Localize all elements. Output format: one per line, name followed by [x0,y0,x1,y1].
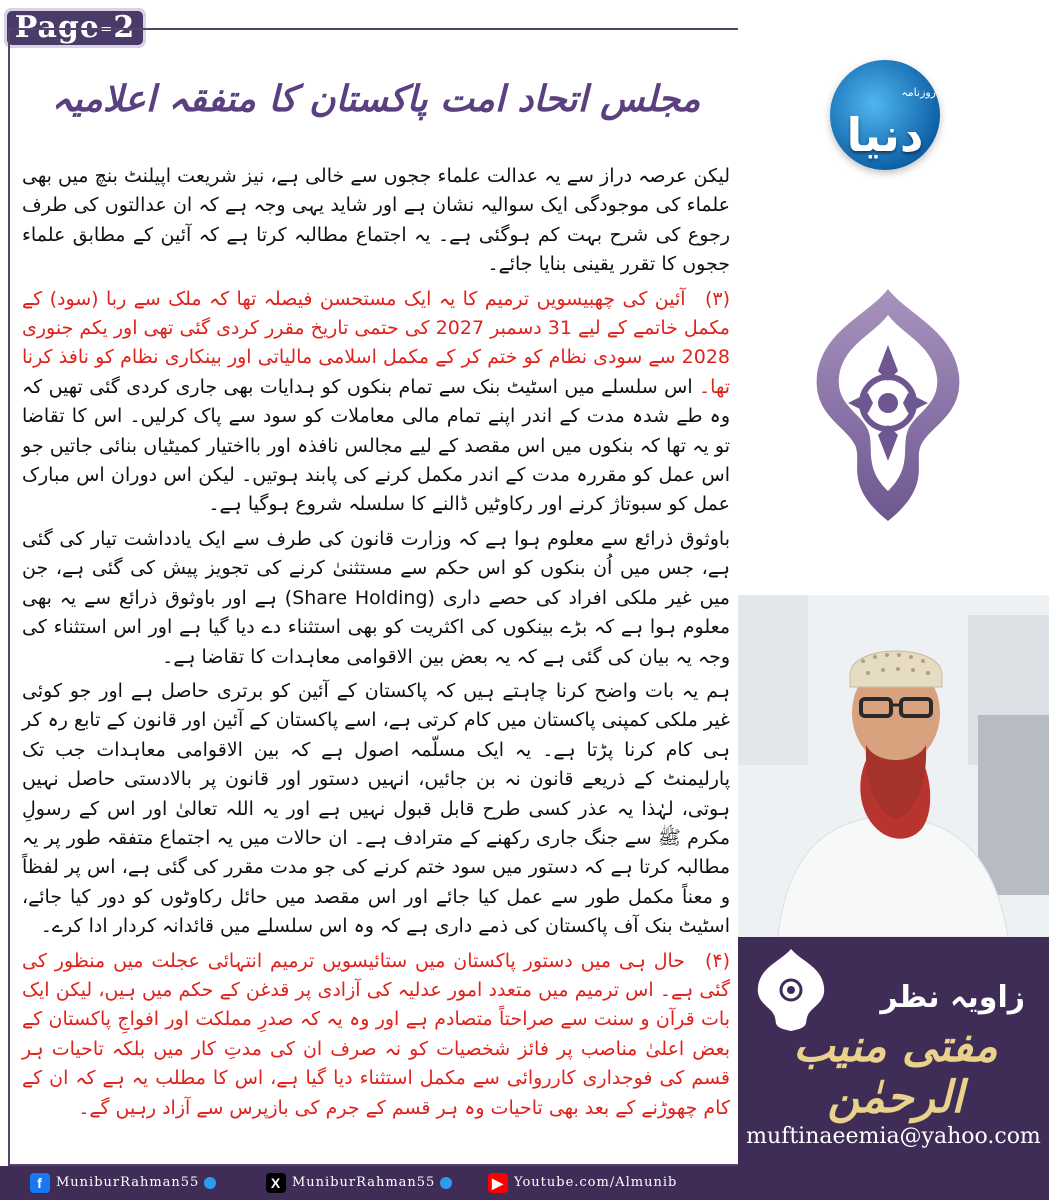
paragraph-3 [22,525,730,672]
paragraph-text: اس سلسلے میں اسٹیٹ بنک سے تمام بنکوں کو ہدایات بھی جاری کردی گئی تھیں کہ وہ طے شدہ مدت کے اندر اپنے تمام مالی معاملات کو سود سے پاک کرلیں۔ اس کا تقاضا تو یہ تھا کہ بنکوں میں اس مقصد کے لیے مجالس نافذہ اور بااختیار کمیٹیاں بنائی جاتیں جو اس عمل کو مقررہ مدت کے اندر مکمل کرنے کی پابند ہوتیں۔ لیکن اس دوران اس مبارک عمل کو سبوتاژ کرنے اور رکاوٹیں ڈالنے کا سلسلہ شروع ہوگیا ہے۔ [22,375,730,516]
paragraph-2 [22,285,730,520]
author-caption [738,937,1049,1166]
newspaper-logo [830,50,940,205]
youtube-url: Youtube.com/Almunib [514,1175,678,1190]
article [22,50,730,1160]
headline: مجلس اتحاد امت پاکستان کا متفقہ اعلامیہ [51,79,701,120]
paragraph-1 [22,162,730,280]
author-portrait [738,595,1049,937]
paragraph-text-highlight: آئین کی چھبیسویں ترمیم کا یہ ایک مستحسن فیصلہ تھا کہ ملک سے ربا (سود) کے مکمل خاتمے کے لیے 31 دسمبر 2027 کی حتمی تاریخ مقرر کردی گئی تھی اور یکم جنوری 2028 سے سودی نظام کو ختم کر کے مکمل اسلامی مالیاتی اور بینکاری نظام کو نافذ کرنا تھا۔ [22,287,731,398]
point-number: (۳) [704,287,730,310]
youtube-link[interactable] [488,1173,677,1193]
x-link[interactable] [266,1173,452,1193]
logo-text: دنیا [846,108,924,162]
facebook-handle: MuniburRahman55 [56,1175,200,1190]
facebook-link[interactable] [30,1173,216,1193]
paragraph-text: ہم یہ بات واضح کرنا چاہتے ہیں کہ پاکستان کے آئین کو برتری حاصل ہے اور جو کوئی غیر ملکی کمپنی پاکستان میں کام کرتی ہے، اسے پاکستان کے آئین اور قانون کے تابع رہ کر ہی کام کرنا پڑتا ہے۔ یہ ایک مسلّمہ اصول ہے کہ بین الاقوامی معاہدات جب تک پارلیمنٹ کے ذریعے قانون نہ بن جائیں، انہیں دستور اور قانون پر بالادستی حاصل نہیں ہوتی، لہٰذا یہ عذر کسی طرح قابل قبول نہیں ہے اور یہ اللہ تعالیٰ اور اس کے رسولِ مکرم ﷺ سے جنگ جاری رکھنے کے مترادف ہے۔ ان حالات میں یہ اجتماع متفقہ طور پر یہ مطالبہ کرتا ہے کہ دستور میں سود ختم کرنے کی جو مدت مقرر کی گئی ہے، اس پر لفظاً و معناً مکمل طور سے عمل کیا جائے اور اس مقصد میں حائل رکاوٹوں کو دور کیا جائے، اسٹیٹ بنک آف پاکستان کی ذمے داری ہے کہ وہ اس سلسلے میں قائدانہ کردار ادا کرے۔ [22,679,730,938]
column-title: زاویہ نظر [880,980,1025,1015]
author-photo [738,595,1049,937]
paragraph-text: باوثوق ذرائع سے معلوم ہوا ہے کہ وزارت قانون کی طرف سے ایک یادداشت تیار کی گئی ہے، جس میں اُن بنکوں کو اس حکم سے مستثنیٰ کرنے کی تجویز پیش کی گئی ہے، جن میں غیر ملکی افراد کی حصے داری (Share Holding) ہے اور باوثوق ذرائع سے یہ بھی معلوم ہوا ہے کہ بڑے بینکوں کی اکثریت کو بھی استثناء دے دیا گیا ہے اور اس استثناء کی وجہ یہ بیان کی گئی ہے کہ یہ بعض بین الاقوامی معاہدات کا تقاضا ہے۔ [22,527,730,668]
x-icon: X [266,1173,286,1193]
verified-badge-icon [440,1177,452,1189]
author-name: مفتی منیب الرحمٰن [793,1021,998,1123]
youtube-icon: ▶ [488,1173,508,1193]
page-badge: Page-2 [4,8,146,48]
point-number: (۴) [704,949,730,972]
paragraph-text: لیکن عرصہ دراز سے یہ عدالت علماء ججوں سے خالی ہے، نیز شریعت اپیلنٹ بنچ میں بھی علماء کی موجودگی ایک سوالیہ نشان ہے اور شاید یہی وجہ ہے کہ ان عدالتوں کی طرف رجوع کی شرح بہت کم ہوگئی ہے۔ یہ اجتماع مطالبہ کرتا ہے کہ آئین کے مطابق علماء ججوں کا تقرر یقینی بنایا جائے۔ [22,165,730,276]
paragraph-text-highlight: حال ہی میں دستور پاکستان میں ستائیسویں ترمیم انتہائی عجلت میں منظور کی گئی ہے۔ اس ترمیم میں متعدد امور عدلیہ کی آزادی پر قدغن کے حکم میں ہیں، لیکن ایک بات قرآن و سنت سے صراحتاً متصادم ہے اور وہ یہ کہ صدرِ مملکت اور افواجِ پاکستان کے بعض اعلیٰ مناصب پر فائز شخصیات کو نہ صرف ان کی مدتِ کار میں بلکہ تاحیات ہر قسم کی فوجداری کارروائی سے مکمل استثناء دیا گیا ہے، اس کا مطلب یہ ہے کہ ان کے کام چھوڑنے کے بعد بھی تاحیات وہ ہر قسم کے جرم کی بازپرس سے آزاد رہیں گے۔ [22,949,730,1119]
author-email[interactable]: muftinaeemia@yahoo.com [746,1124,1041,1149]
paragraph-5 [22,947,730,1123]
x-handle: MuniburRahman55 [292,1175,436,1190]
paragraph-4 [22,677,730,942]
facebook-icon: f [30,1173,50,1193]
floral-ornament-icon [813,285,963,525]
sidebar [738,0,1049,1166]
floral-ornament-icon [756,947,826,1032]
verified-badge-icon [204,1177,216,1189]
logo-subtitle: روزنامہ [901,86,936,99]
footer [0,1166,1049,1200]
